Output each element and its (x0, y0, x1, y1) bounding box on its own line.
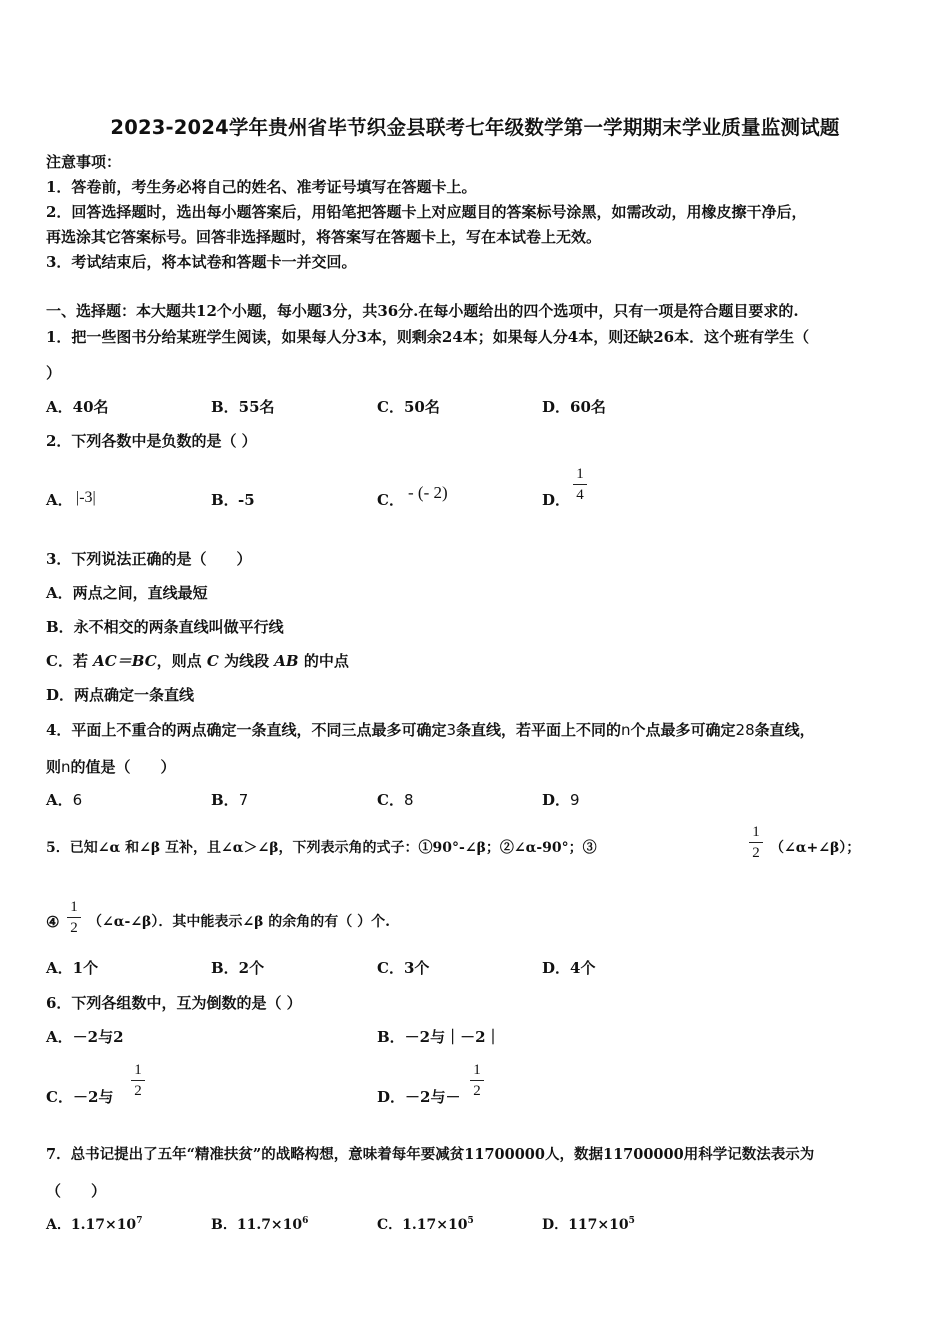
q2-option-b-label: B． (211, 491, 239, 509)
option-label: D．117×10 (542, 1217, 629, 1233)
q1-option-a: A．40名 (46, 398, 109, 416)
fraction-bar (470, 1080, 484, 1081)
fraction-numerator: 1 (473, 1062, 481, 1078)
q3-option-a: A．两点之间，直线最短 (46, 584, 208, 602)
q5-option-b: B．2个 (211, 959, 265, 977)
q4-option-c (377, 790, 414, 810)
q4-stem-part: 的值是（ ） (70, 758, 176, 776)
fraction-denominator: 4 (576, 487, 584, 503)
question-5-stem: 5．已知∠α 和∠β 互补，且∠α＞∠β，下列表示角的式子：①90°-∠β；②∠α-90°；③ (46, 840, 597, 856)
q4-variable-n: n (61, 758, 71, 776)
notice-item: 3．考试结束后，将本试卷和答题卡一并交回。 (46, 253, 357, 271)
option-label: D． (542, 791, 571, 809)
fraction-denominator: 2 (134, 1083, 142, 1099)
notice-item: 再选涂其它答案标号。回答非选择题时，将答案写在答题卡上，写在本试卷上无效。 (46, 228, 602, 246)
fraction-denominator: 2 (473, 1083, 481, 1099)
q2-option-a-expr: |-3| (76, 489, 96, 506)
fraction-bar (573, 484, 587, 485)
option-label: A． (46, 791, 73, 809)
q3-c-mid: ，则点 (156, 652, 207, 670)
q2-option-d-label: D． (542, 491, 571, 509)
q7-option-a (46, 1215, 142, 1235)
q2-option-a-label: A． (46, 491, 73, 509)
fraction-denominator: 2 (752, 845, 760, 861)
question-5-stem-end: （∠α+∠β）； (770, 840, 861, 856)
q6-option-c: C．－2与 (46, 1088, 114, 1106)
option-exponent: 6 (302, 1216, 309, 1226)
q4-stem-part: 4．平面上不重合的两点确定一条直线，不同三点最多可确定 (46, 721, 447, 739)
fraction-numerator: 1 (70, 899, 78, 915)
fraction-denominator: 2 (70, 920, 78, 936)
q3-option-d: D．两点确定一条直线 (46, 686, 195, 704)
q4-stem-part: 条直线， (754, 721, 815, 739)
q3-c-segment: AB (274, 652, 299, 670)
section-heading: 一、选择题：本大题共12个小题，每小题3分，共36分.在每小题给出的四个选项中，只有一项是符合题目要求的. (46, 302, 799, 320)
q7-option-b (211, 1215, 308, 1235)
question-1-stem-end: ） (46, 364, 62, 382)
q4-number-3: 3 (446, 721, 456, 739)
q6-option-d: D．－2与－ (377, 1088, 461, 1106)
fraction-bar (67, 917, 81, 918)
question-5-stem-line2: （∠α-∠β）．其中能表示∠β 的余角的有（ ）个. (88, 914, 390, 930)
q4-variable-n: n (621, 721, 631, 739)
q4-stem-part: 则 (46, 758, 62, 776)
q1-option-d: D．60名 (542, 398, 606, 416)
page-title: 2023-2024学年贵州省毕节织金县联考七年级数学第一学期期末学业质量监测试题 (110, 116, 840, 139)
q2-option-c-expr: - (- 2) (408, 483, 448, 502)
option-label: A．1.17×10 (46, 1217, 137, 1233)
option-exponent: 5 (628, 1216, 635, 1226)
q4-number-28: 28 (735, 721, 755, 739)
q6-option-d-fraction (469, 1062, 485, 1099)
q3-c-mid2: 为线段 (218, 652, 275, 670)
fraction-numerator: 1 (576, 466, 584, 482)
fraction-bar (749, 842, 763, 843)
question-7-stem-end: （ ） (46, 1182, 107, 1200)
option-label: B． (211, 791, 239, 809)
q4-option-b (211, 790, 248, 810)
q7-option-d (542, 1215, 635, 1235)
q4-option-a (46, 790, 82, 810)
fraction-bar (131, 1080, 145, 1081)
q1-option-c: C．50名 (377, 398, 440, 416)
question-4-stem (46, 720, 815, 740)
q5-option-a: A．1个 (46, 959, 99, 977)
q4-option-d (542, 790, 580, 810)
notice-item: 2．回答选择题时，选出每小题答案后，用铅笔把答题卡上对应题目的答案标号涂黑，如需改动，用橡皮擦干净后， (46, 203, 807, 221)
fraction-numerator: 1 (134, 1062, 142, 1078)
q5-fraction-half (748, 824, 764, 861)
option-value: 7 (238, 791, 249, 809)
q7-option-c (377, 1215, 474, 1235)
q2-option-d-fraction (572, 466, 588, 503)
question-1-stem: 1．把一些图书分给某班学生阅读，如果每人分3本，则剩余24本；如果每人分4本，则还缺26本．这个班有学生（ (46, 328, 810, 346)
fraction-numerator: 1 (752, 824, 760, 840)
q3-option-b: B．永不相交的两条直线叫做平行线 (46, 618, 284, 636)
question-4-stem-line2 (46, 757, 176, 777)
option-exponent: 5 (467, 1216, 474, 1226)
q2-option-c-label: C． (377, 491, 404, 509)
q6-option-b: B．－2与｜－2｜ (377, 1028, 501, 1046)
q1-option-b: B．55名 (211, 398, 275, 416)
option-value: 8 (403, 791, 414, 809)
q4-stem-part: 个点最多可确定 (630, 721, 736, 739)
option-exponent: 7 (136, 1216, 143, 1226)
question-7-stem: 7．总书记提出了五年“精准扶贫”的战略构想，意味着每年要减贫11700000人，数据11700000用科学记数法表示为 (46, 1146, 815, 1163)
question-2-stem: 2．下列各数中是负数的是（ ） (46, 432, 257, 450)
q5-circled-4: ④ (46, 913, 60, 931)
q5-option-c: C．3个 (377, 959, 430, 977)
notice-heading: 注意事项： (46, 153, 122, 171)
q2-option-b-value: -5 (238, 491, 255, 509)
option-label: B．11.7×10 (211, 1217, 303, 1233)
option-label: C． (377, 791, 404, 809)
question-6-stem: 6．下列各组数中，互为倒数的是（ ） (46, 994, 302, 1012)
option-label: C．1.17×10 (377, 1217, 468, 1233)
q3-c-suffix: 的中点 (298, 652, 349, 670)
q6-option-c-fraction (130, 1062, 146, 1099)
option-value: 6 (72, 791, 83, 809)
q3-c-prefix: C．若 (46, 652, 94, 670)
q3-c-point: C (206, 652, 219, 670)
option-value: 9 (570, 791, 580, 809)
q5-option-d: D．4个 (542, 959, 596, 977)
notice-item: 1．答卷前，考生务必将自己的姓名、准考证号填写在答题卡上。 (46, 178, 477, 196)
q5-fraction-half (66, 899, 82, 936)
q4-stem-part: 条直线，若平面上不同的 (456, 721, 622, 739)
question-3-stem: 3．下列说法正确的是（ ） (46, 550, 252, 568)
q3-option-c (46, 651, 349, 671)
q6-option-a: A．－2与2 (46, 1028, 124, 1046)
q3-c-equation: AC＝BC (93, 652, 157, 670)
